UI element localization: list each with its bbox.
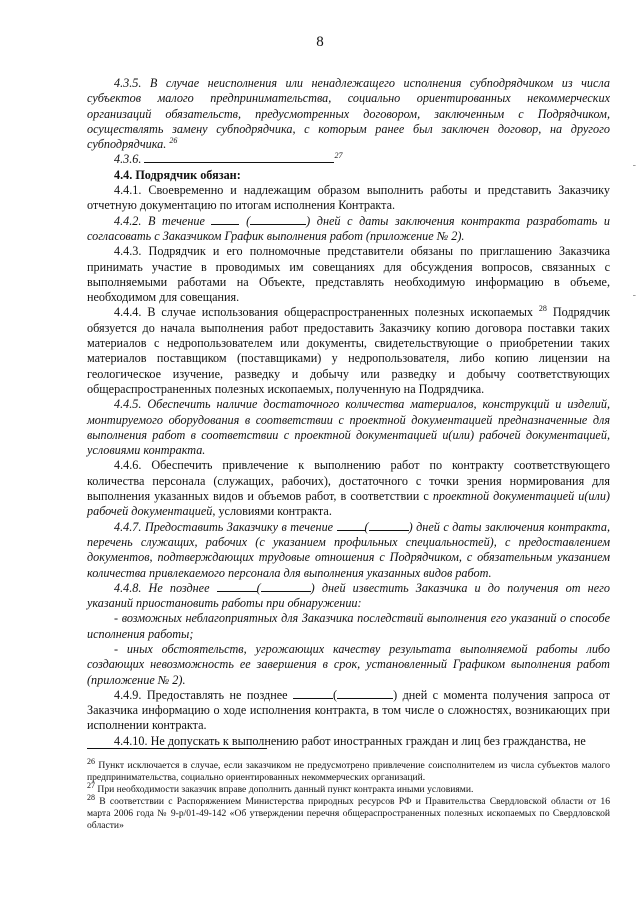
clause-4-4-8 — [87, 581, 610, 612]
footnote-ref: 27 — [334, 151, 343, 161]
footnote-text: Пункт исключается в случае, если заказчиком не предусмотрено привлечение соисполнителем из числа субъектов малого предпринимательства, социально ориентированных некоммерческих организаций. — [87, 760, 610, 783]
clause-4-4-4 — [87, 305, 610, 397]
blank-field — [337, 688, 393, 699]
clause-4-4-8-item-2: - иных обстоятельств, угрожающих качеству результата выполняемой работы либо создающих невозможность ее завершения в срок, установленный Графиком выполнения работ (приложение № 2). — [87, 641, 610, 687]
footnote-separator — [87, 748, 267, 749]
blank-field — [337, 520, 365, 531]
clause-4-4-3: 4.4.3. Подрядчик и его полномочные представители обязаны по приглашению Заказчика принимать участие в проводимых им совещаниях для обсуждения вопросов, связанных с выполняемыми работами на Объекте, представлять необходимую информацию в объеме, необходимом для совещания. — [87, 244, 610, 305]
footnote-27 — [87, 780, 610, 796]
blank-field — [211, 214, 239, 225]
clause-4-3-6 — [87, 152, 610, 167]
footnote-26 — [87, 756, 610, 784]
footnote-ref: 26 — [169, 136, 178, 146]
clause-4-4-5: 4.4.5. Обеспечить наличие достаточного количества материалов, конструкций и изделий, монтируемого оборудования в соответствии с проектной документацией предназначенные для выполнения работ в соответствии с проектной документацией и(или) рабочей документацией, условиями контракта. — [87, 397, 610, 458]
margin-mark: - — [632, 160, 636, 171]
footnote-text: При необходимости заказчик вправе дополнить данный пункт контракта иными условиями. — [95, 784, 474, 795]
clause-number: 4.3.5. — [114, 76, 142, 90]
paren-open: ( — [246, 213, 251, 228]
blank-field — [261, 581, 311, 592]
clause-text: 4.4.2. В течение — [114, 213, 205, 228]
footnote-text: В соответствии с Распоряжением Министерства природных ресурсов РФ и Правительства Свердловской области от 16 марта 2006 года № 9-р/01-49-142 «Об утверждении перечня общераспространенных полезных ископаемых по Свердловской области» — [87, 796, 610, 831]
clause-4-4-8-item-1: - возможных неблагоприятных для Заказчика последствий выполнения его указаний о способе исполнения работы; — [87, 611, 610, 641]
clause-text: ) дней с момента получения запроса от Заказчика информацию о ходе исполнения контракта, в том числе о сложностях, возникающих при исполнении контракта. — [87, 687, 611, 733]
clause-4-4-6 — [87, 458, 610, 519]
clause-4-4-2 — [87, 214, 610, 245]
clause-text: В случае неисполнения или ненадлежащего исполнения субподрядчиком из числа субъектов малого предпринимательства, социально ориентированных некоммерческих организаций обязательств, предусмотренных договором, заключенным с Подрядчиком, осуществлять замену субподрядчика, с которым ранее был заключен договор, на другого субподрядчика. — [87, 76, 610, 152]
clause-text: 4.4.9. Предоставлять не позднее — [114, 687, 288, 702]
clause-4-4-10: 4.4.10. Не допускать к выполнению работ иностранных граждан и лиц без гражданства, не — [114, 733, 586, 748]
clause-4-4-9 — [87, 688, 610, 734]
footnote-number: 28 — [87, 792, 95, 802]
section-4-4-title: 4.4. Подрядчик обязан: — [114, 167, 241, 182]
blank-field — [369, 520, 409, 531]
clause-text: , условиями контракта. — [212, 504, 332, 519]
footnote-number: 27 — [87, 780, 95, 790]
footnote-28 — [87, 792, 610, 832]
blank-field — [250, 214, 306, 225]
paren-open: ( — [256, 580, 261, 595]
clause-text: 4.4.8. Не позднее — [114, 580, 210, 595]
clause-text-italic: проектной документацией и(или) рабочей документацией — [87, 489, 610, 519]
footnote-ref: 28 — [538, 304, 547, 314]
clause-text: ) дней известить Заказчика и до получения от него указаний приостановить работы при обнаружении: — [87, 580, 610, 611]
clause-4-3-5 — [87, 76, 610, 152]
clause-text: 4.4.4. В случае использования общераспространенных полезных ископаемых — [114, 305, 533, 320]
clause-text: ) дней с даты заключения контракта, перечень служащих, рабочих (с указанием профильных специальностей), с предоставлением документов, подтверждающих трудовые отношения с Подрядчиком, с обязательным указанием количества привлекаемого персонала для выполнения указанных видов работ. — [87, 519, 610, 580]
contract-body — [87, 76, 610, 749]
blank-line — [144, 152, 334, 163]
footnotes — [87, 756, 610, 832]
page-number: 8 — [316, 34, 324, 50]
margin-mark: - — [632, 290, 636, 301]
clause-text: ) дней с даты заключения контракта разработать и согласовать с Заказчиком График выполнения работ (приложение № 2). — [87, 213, 610, 243]
clause-text: Подрядчик обязуется до начала выполнения работ предоставить Заказчику копию договора поставки таких материалов с недропользователем или документы, свидетельствующие о приобретении таких материалов поставщиком (поставщиками) у недропользователя, либо копию лицензии на геологическое изучение, разведку и добычу или разведку и добычу соответствующих общераспространенных полезных ископаемых, полученную на Подрядчика. — [87, 305, 611, 396]
paren-open: ( — [333, 687, 338, 702]
clause-number: 4.3.6. — [114, 152, 142, 167]
footnote-number: 26 — [87, 756, 95, 766]
clause-4-4-1: 4.4.1. Своевременно и надлежащим образом выполнить работы и представить Заказчику отчетную документацию по итогам исполнения Контракта. — [87, 183, 610, 213]
clause-text: 4.4.6. Обеспечить привлечение к выполнению работ по контракту соответствующего количества персонала (служащих, рабочих), достаточного с точки зрения нормирования для выполнения указанных видов и объемов работ, в соответствии с — [87, 458, 610, 504]
clause-4-4-7 — [87, 520, 610, 581]
clause-text: 4.4.7. Предоставить Заказчику в течение — [114, 519, 334, 534]
paren-open: ( — [364, 519, 369, 534]
blank-field — [293, 688, 333, 699]
blank-field — [217, 581, 257, 592]
